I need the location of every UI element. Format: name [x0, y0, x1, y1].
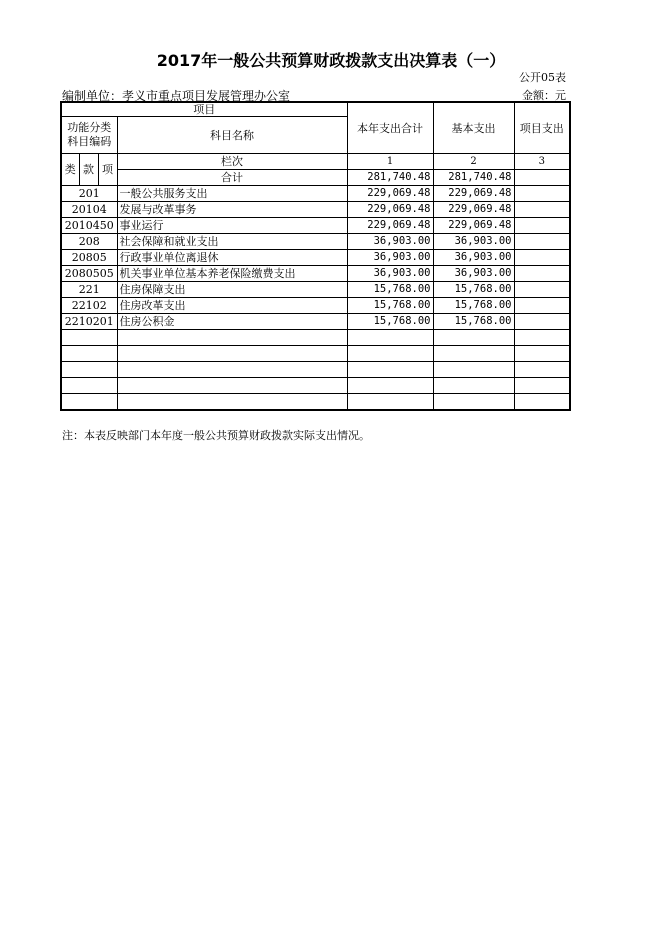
row-subject-name [117, 346, 347, 362]
row-total: 229,069.48 [347, 218, 433, 234]
row-subject-name [117, 394, 347, 411]
row-code: 201 [61, 186, 117, 202]
row-code [61, 330, 117, 346]
row-project [514, 234, 570, 250]
table-row [61, 330, 570, 346]
compiling-unit: 编制单位：孝义市重点项目发展管理办公室 [62, 89, 291, 103]
row-code [61, 346, 117, 362]
row-project [514, 298, 570, 314]
row-code: 20104 [61, 202, 117, 218]
row-project [514, 346, 570, 362]
amount-unit: 金额：元 [522, 89, 566, 102]
row-project [514, 362, 570, 378]
row-code: 20805 [61, 250, 117, 266]
row-total: 36,903.00 [347, 266, 433, 282]
header-project: 项目 [61, 102, 347, 117]
row-basic: 229,069.48 [433, 186, 514, 202]
row-code: 2080505 [61, 266, 117, 282]
table-row [61, 362, 570, 378]
row-project [514, 186, 570, 202]
row-subject-name [117, 330, 347, 346]
row-subject-name [117, 362, 347, 378]
row-subject-name [117, 378, 347, 394]
table-row [61, 298, 570, 314]
row-total: 15,768.00 [347, 282, 433, 298]
row-total [347, 378, 433, 394]
column-number-3: 3 [514, 154, 570, 170]
row-total: 36,903.00 [347, 234, 433, 250]
header-kuan: 款 [79, 154, 98, 186]
row-basic: 15,768.00 [433, 314, 514, 330]
row-subject-name: 发展与改革事务 [117, 202, 347, 218]
header-lei: 类 [61, 154, 79, 186]
row-basic [433, 378, 514, 394]
row-project [514, 314, 570, 330]
row-subject-name: 住房公积金 [117, 314, 347, 330]
header-project-expense: 项目支出 [514, 102, 570, 154]
row-basic [433, 394, 514, 411]
row-code [61, 362, 117, 378]
row-subject-name: 一般公共服务支出 [117, 186, 347, 202]
table-row [61, 346, 570, 362]
row-code: 208 [61, 234, 117, 250]
row-total [347, 362, 433, 378]
row-basic: 36,903.00 [433, 266, 514, 282]
total-value: 281,740.48 [347, 170, 433, 186]
table-row [61, 186, 570, 202]
row-code: 221 [61, 282, 117, 298]
header-total: 本年支出合计 [347, 102, 433, 154]
row-project [514, 218, 570, 234]
row-project [514, 250, 570, 266]
row-code: 22102 [61, 298, 117, 314]
table-note: 注：本表反映部门本年度一般公共预算财政拨款实际支出情况。 [62, 429, 370, 442]
table-row [61, 378, 570, 394]
row-total [347, 394, 433, 411]
row-basic: 36,903.00 [433, 250, 514, 266]
total-basic: 281,740.48 [433, 170, 514, 186]
row-project [514, 378, 570, 394]
row-basic [433, 346, 514, 362]
row-basic: 36,903.00 [433, 234, 514, 250]
row-total: 229,069.48 [347, 186, 433, 202]
row-subject-name: 社会保障和就业支出 [117, 234, 347, 250]
row-total [347, 346, 433, 362]
table-row [61, 250, 570, 266]
table-row [61, 314, 570, 330]
row-code [61, 394, 117, 411]
total-project [514, 170, 570, 186]
row-basic: 15,768.00 [433, 282, 514, 298]
header-column-number: 栏次 [117, 154, 347, 170]
table-row [61, 234, 570, 250]
table-row [61, 282, 570, 298]
row-basic: 229,069.48 [433, 202, 514, 218]
row-project [514, 282, 570, 298]
row-project [514, 394, 570, 411]
row-subject-name: 住房保障支出 [117, 282, 347, 298]
row-basic: 15,768.00 [433, 298, 514, 314]
row-basic [433, 330, 514, 346]
row-total: 15,768.00 [347, 298, 433, 314]
row-total: 15,768.00 [347, 314, 433, 330]
form-number: 公开05表 [519, 71, 566, 84]
row-basic [433, 362, 514, 378]
column-number-2: 2 [433, 154, 514, 170]
row-code [61, 378, 117, 394]
table-row [61, 266, 570, 282]
row-total: 229,069.48 [347, 202, 433, 218]
row-total: 36,903.00 [347, 250, 433, 266]
column-number-1: 1 [347, 154, 433, 170]
header-function-code: 功能分类科目编码 [61, 117, 117, 154]
header-basic: 基本支出 [433, 102, 514, 154]
row-project [514, 202, 570, 218]
row-code: 2010450 [61, 218, 117, 234]
row-project [514, 266, 570, 282]
expenditure-table [60, 101, 571, 411]
header-xiang: 项 [98, 154, 117, 186]
total-label: 合计 [117, 170, 347, 186]
table-row [61, 202, 570, 218]
row-subject-name: 事业运行 [117, 218, 347, 234]
row-subject-name: 住房改革支出 [117, 298, 347, 314]
header-subject-name: 科目名称 [117, 117, 347, 154]
row-subject-name: 行政事业单位离退休 [117, 250, 347, 266]
row-code: 2210201 [61, 314, 117, 330]
row-project [514, 330, 570, 346]
row-total [347, 330, 433, 346]
row-subject-name: 机关事业单位基本养老保险缴费支出 [117, 266, 347, 282]
table-row [61, 394, 570, 411]
row-basic: 229,069.48 [433, 218, 514, 234]
table-row [61, 218, 570, 234]
report-title: 2017年一般公共预算财政拨款支出决算表（一） [156, 51, 506, 70]
